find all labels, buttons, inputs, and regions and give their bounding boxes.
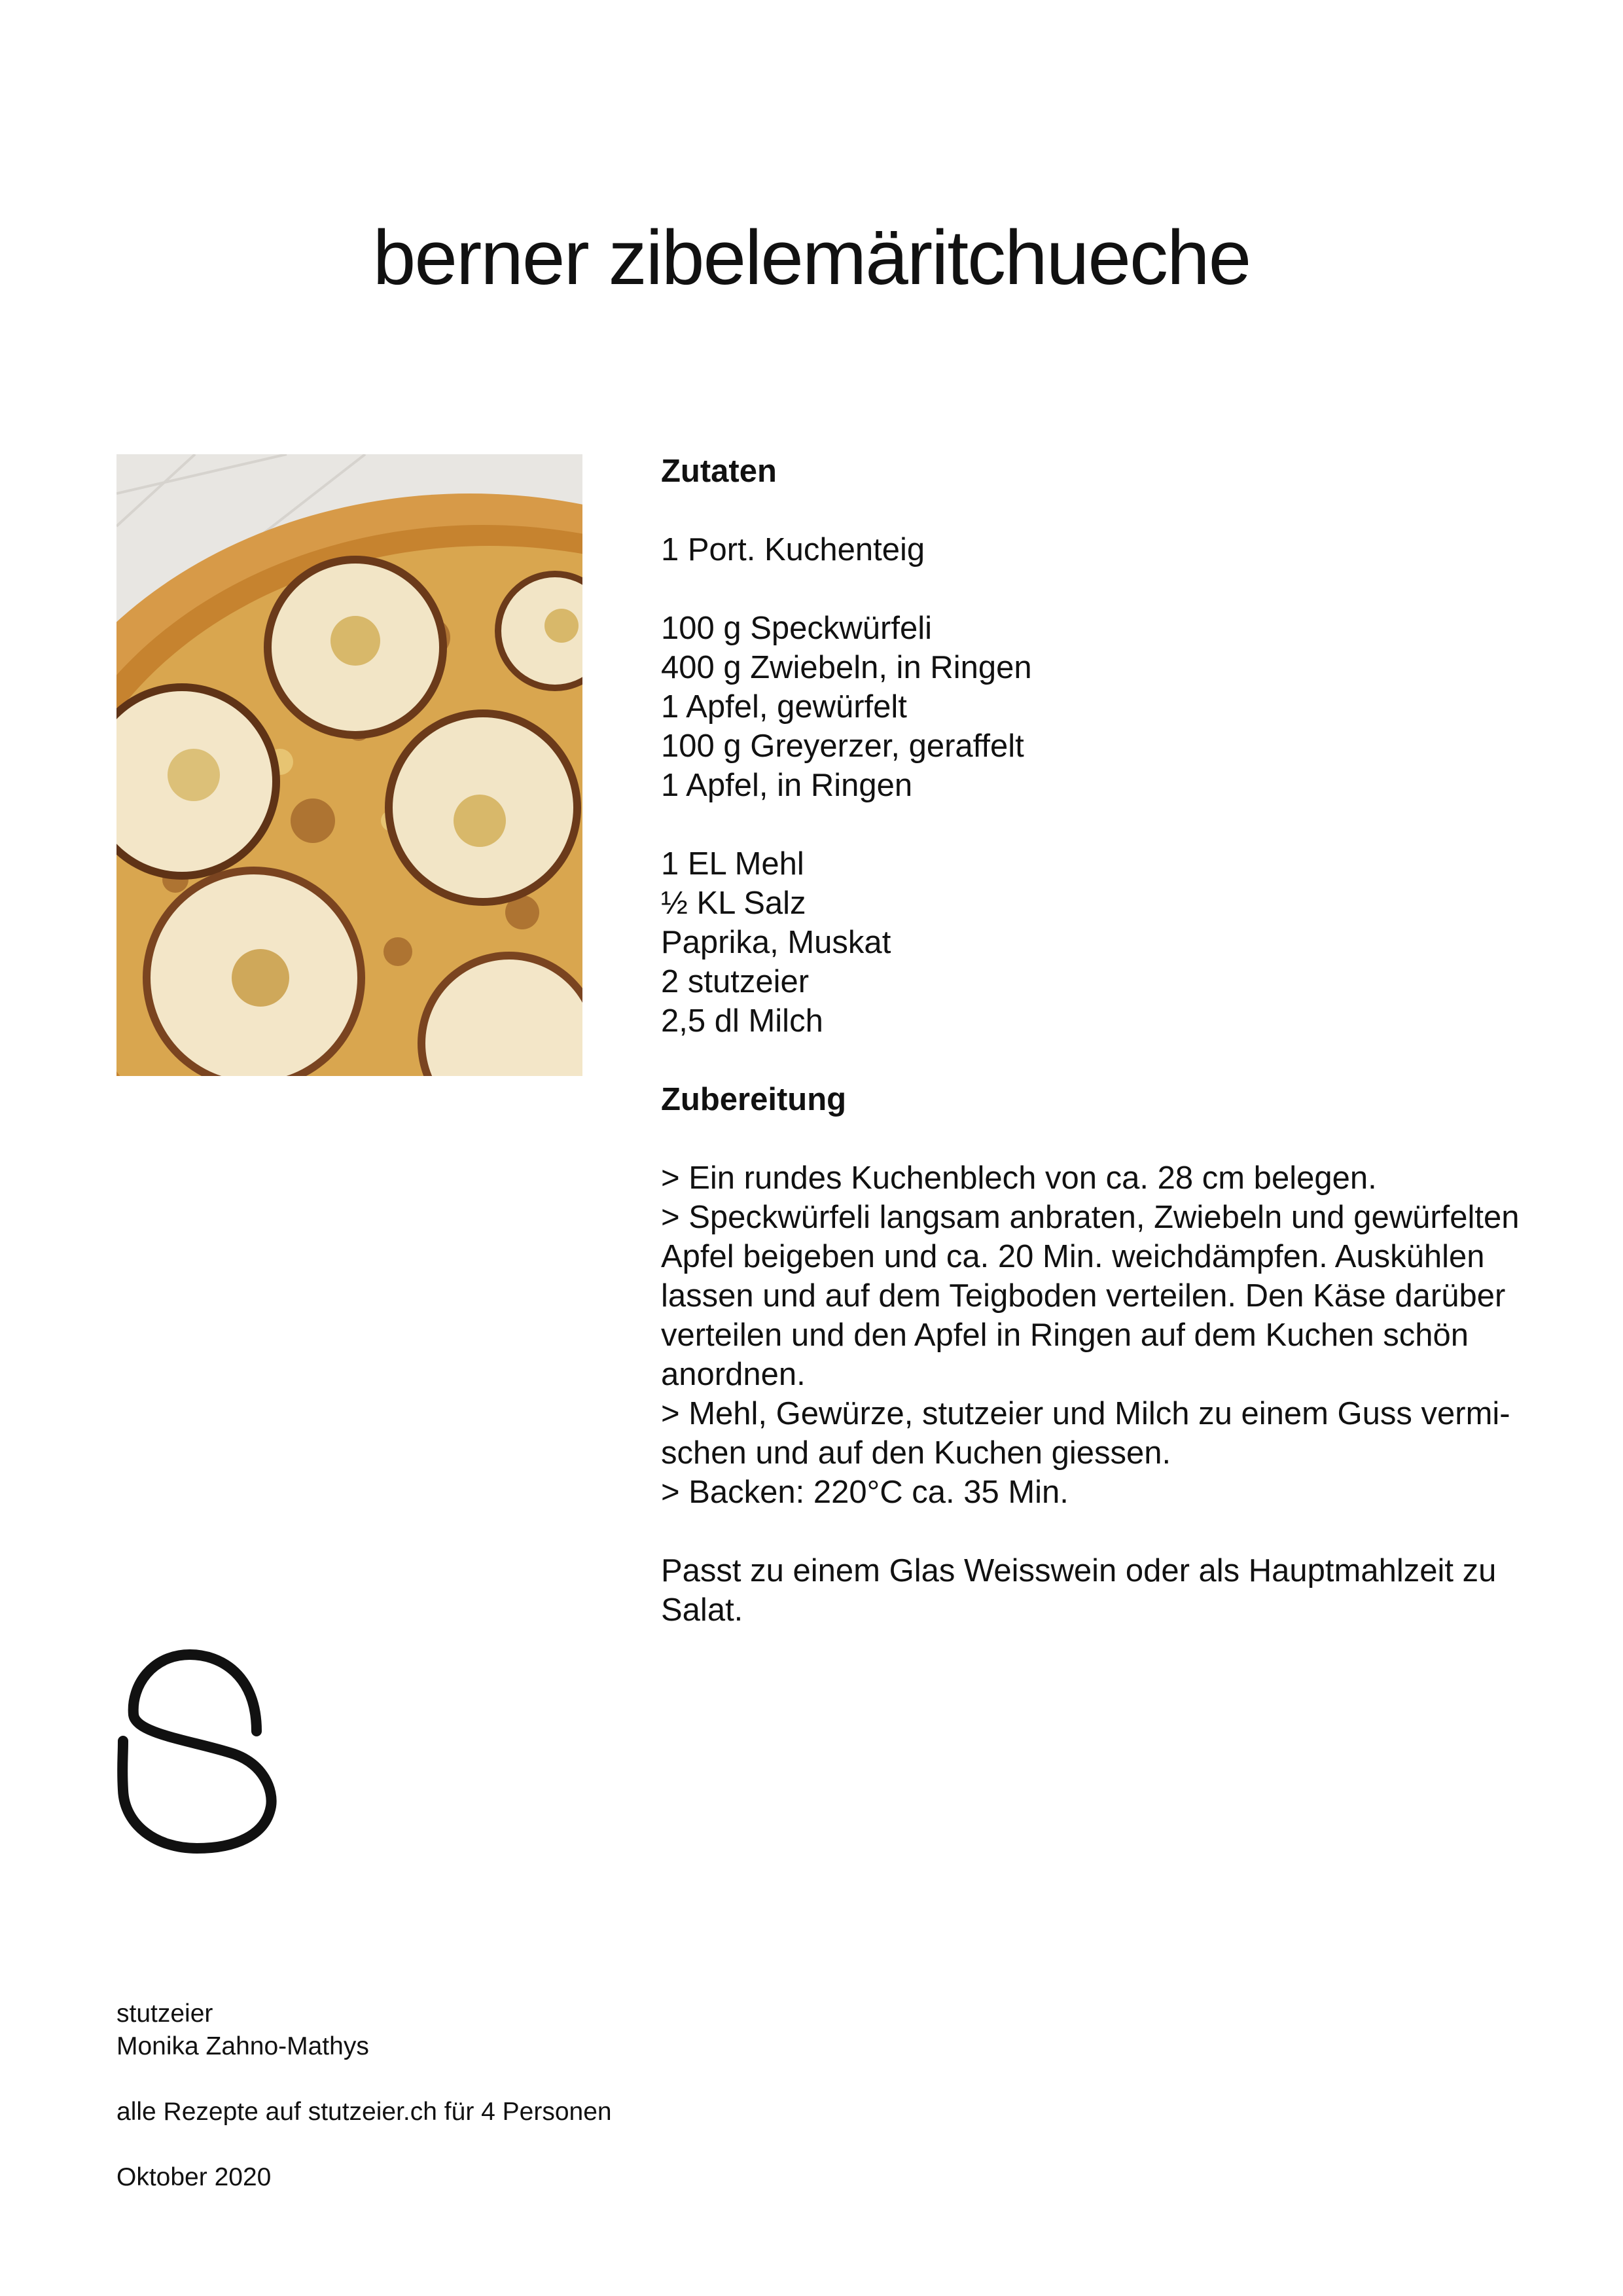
ingredient-item: ½ KL Salz bbox=[661, 886, 806, 921]
preparation-line: lassen und auf dem Teigboden verteilen. Den Käse darüber bbox=[661, 1278, 1506, 1314]
footer-info: alle Rezepte auf stutzeier.ch für 4 Personen bbox=[116, 2098, 612, 2126]
preparation-line: verteilen und den Apfel in Ringen auf dem Kuchen schön bbox=[661, 1318, 1469, 1353]
preparation-line: > Speckwürfeli langsam anbraten, Zwiebeln und gewürfelten bbox=[661, 1200, 1520, 1235]
recipe-content bbox=[661, 452, 1538, 1630]
preparation-line: Apfel beigeben und ca. 20 Min. weichdämpfen. Auskühlen bbox=[661, 1239, 1485, 1274]
ingredient-item: 1 Apfel, gewürfelt bbox=[661, 689, 907, 725]
preparation-heading: Zubereitung bbox=[661, 1082, 847, 1117]
preparation-line: > Ein rundes Kuchenblech von ca. 28 cm belegen. bbox=[661, 1160, 1377, 1196]
footer bbox=[116, 1998, 612, 2194]
preparation-line: > Mehl, Gewürze, stutzeier und Milch zu einem Guss vermi- bbox=[661, 1396, 1510, 1431]
ingredient-item: 400 g Zwiebeln, in Ringen bbox=[661, 650, 1032, 685]
serving-note: Salat. bbox=[661, 1592, 743, 1628]
preparation-line: > Backen: 220°C ca. 35 Min. bbox=[661, 1475, 1069, 1510]
footer-date: Oktober 2020 bbox=[116, 2163, 272, 2191]
tart-photo-illustration bbox=[116, 454, 582, 1076]
footer-brand: stutzeier bbox=[116, 2000, 213, 2028]
tart-photo bbox=[116, 454, 582, 1076]
serving-note: Passt zu einem Glas Weisswein oder als Hauptmahlzeit zu bbox=[661, 1553, 1497, 1588]
ingredient-item: 1 Apfel, in Ringen bbox=[661, 768, 913, 803]
preparation-line: schen und auf den Kuchen giessen. bbox=[661, 1435, 1171, 1471]
ingredient-item: 100 g Greyerzer, geraffelt bbox=[661, 728, 1024, 764]
ingredients-heading: Zutaten bbox=[661, 454, 777, 489]
ingredient-item: Paprika, Muskat bbox=[661, 925, 891, 960]
ingredient-item: 1 EL Mehl bbox=[661, 846, 804, 882]
stutzeier-logo-icon bbox=[116, 1649, 277, 1854]
ingredient-item: 1 Port. Kuchenteig bbox=[661, 532, 925, 567]
ingredient-item: 2 stutzeier bbox=[661, 964, 810, 999]
footer-author: Monika Zahno-Mathys bbox=[116, 2032, 369, 2060]
ingredient-item: 100 g Speckwürfeli bbox=[661, 611, 933, 646]
preparation-line: anordnen. bbox=[661, 1357, 806, 1392]
ingredient-item: 2,5 dl Milch bbox=[661, 1003, 823, 1039]
page-title: berner zibelemäritchueche bbox=[372, 215, 1251, 301]
